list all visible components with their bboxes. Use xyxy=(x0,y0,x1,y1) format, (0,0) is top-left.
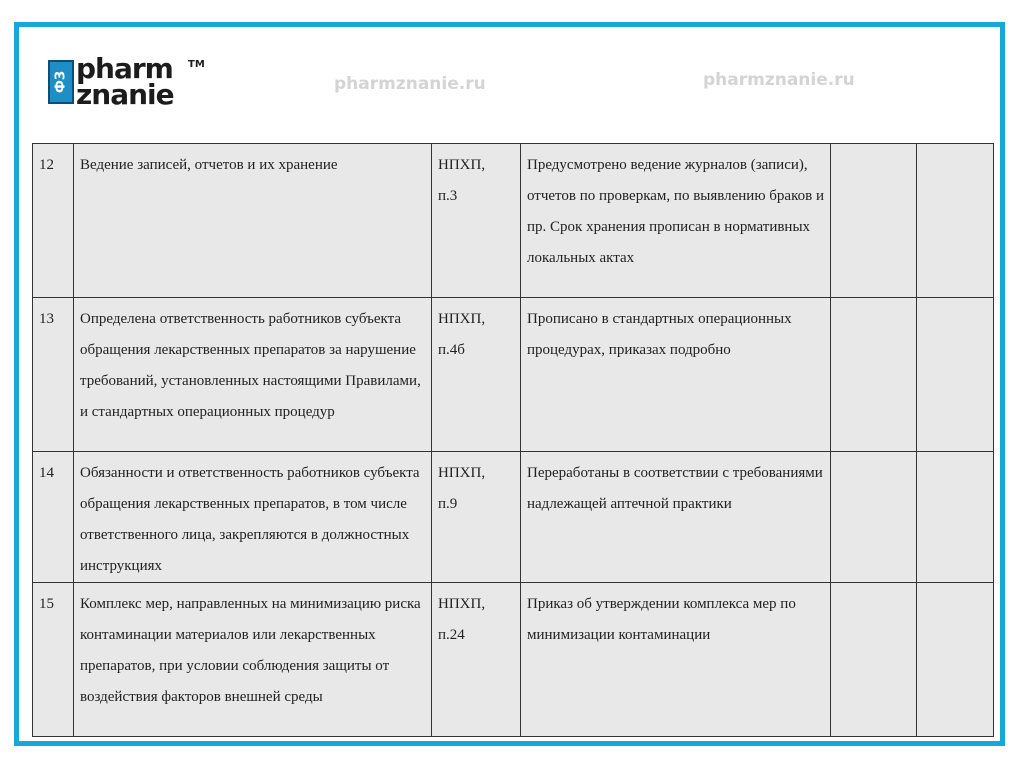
table-row xyxy=(33,583,994,737)
reference-cell xyxy=(432,583,521,737)
empty-cell xyxy=(831,452,917,583)
reference-line: НПХП, xyxy=(438,157,486,173)
status-cell: Прописано в стандартных операционных процедурах, приказах подробно xyxy=(521,298,831,452)
logo-icon: ФЗ xyxy=(48,60,74,104)
empty-cell xyxy=(917,298,994,452)
requirement-cell: Комплекс мер, направленных на минимизацию риска контаминации материалов или лекарственных препаратов, при условии соблюдения защиты от воздействия факторов внешней среды xyxy=(74,583,432,737)
reference-cell xyxy=(432,298,521,452)
status-cell: Приказ об утверждении комплекса мер по минимизации контаминации xyxy=(521,583,831,737)
watermark-1: pharmznanie.ru xyxy=(334,74,486,94)
reference-line: НПХП, xyxy=(438,596,486,612)
reference-cell xyxy=(432,144,521,298)
reference-line: п.4б xyxy=(438,342,465,358)
reference-line: НПХП, xyxy=(438,465,486,481)
empty-cell xyxy=(917,144,994,298)
table-row xyxy=(33,144,994,298)
row-number: 12 xyxy=(33,144,74,298)
empty-cell xyxy=(917,583,994,737)
reference-line: п.24 xyxy=(438,627,465,643)
requirements-table xyxy=(32,143,994,737)
status-cell: Предусмотрено ведение журналов (записи), отчетов по проверкам, по выявлению браков и пр. Срок хранения прописан в нормативных локальных актах xyxy=(521,144,831,298)
requirement-cell: Обязанности и ответственность работников субъекта обращения лекарственных препаратов, в том числе ответственного лица, закрепляются в должностных инструкциях xyxy=(74,452,432,583)
table-row xyxy=(33,298,994,452)
reference-cell xyxy=(432,452,521,583)
logo-word-znanie: znanie xyxy=(76,78,174,111)
logo-trademark: TM xyxy=(188,59,205,70)
empty-cell xyxy=(831,298,917,452)
status-cell: Переработаны в соответствии с требованиями надлежащей аптечной практики xyxy=(521,452,831,583)
empty-cell xyxy=(917,452,994,583)
reference-line: п.9 xyxy=(438,496,458,512)
row-number: 15 xyxy=(33,583,74,737)
row-number: 13 xyxy=(33,298,74,452)
reference-line: п.3 xyxy=(438,188,458,204)
empty-cell xyxy=(831,144,917,298)
requirement-cell: Определена ответственность работников субъекта обращения лекарственных препаратов за нарушение требований, установленных настоящими Правилами, и стандартных операционных процедур xyxy=(74,298,432,452)
empty-cell xyxy=(831,583,917,737)
requirement-cell: Ведение записей, отчетов и их хранение xyxy=(74,144,432,298)
row-number: 14 xyxy=(33,452,74,583)
logo-word-pharm: pharm xyxy=(76,52,173,85)
table-row xyxy=(33,452,994,583)
pharmznanie-logo xyxy=(48,52,208,111)
watermark-2: pharmznanie.ru xyxy=(703,70,855,90)
reference-line: НПХП, xyxy=(438,311,486,327)
